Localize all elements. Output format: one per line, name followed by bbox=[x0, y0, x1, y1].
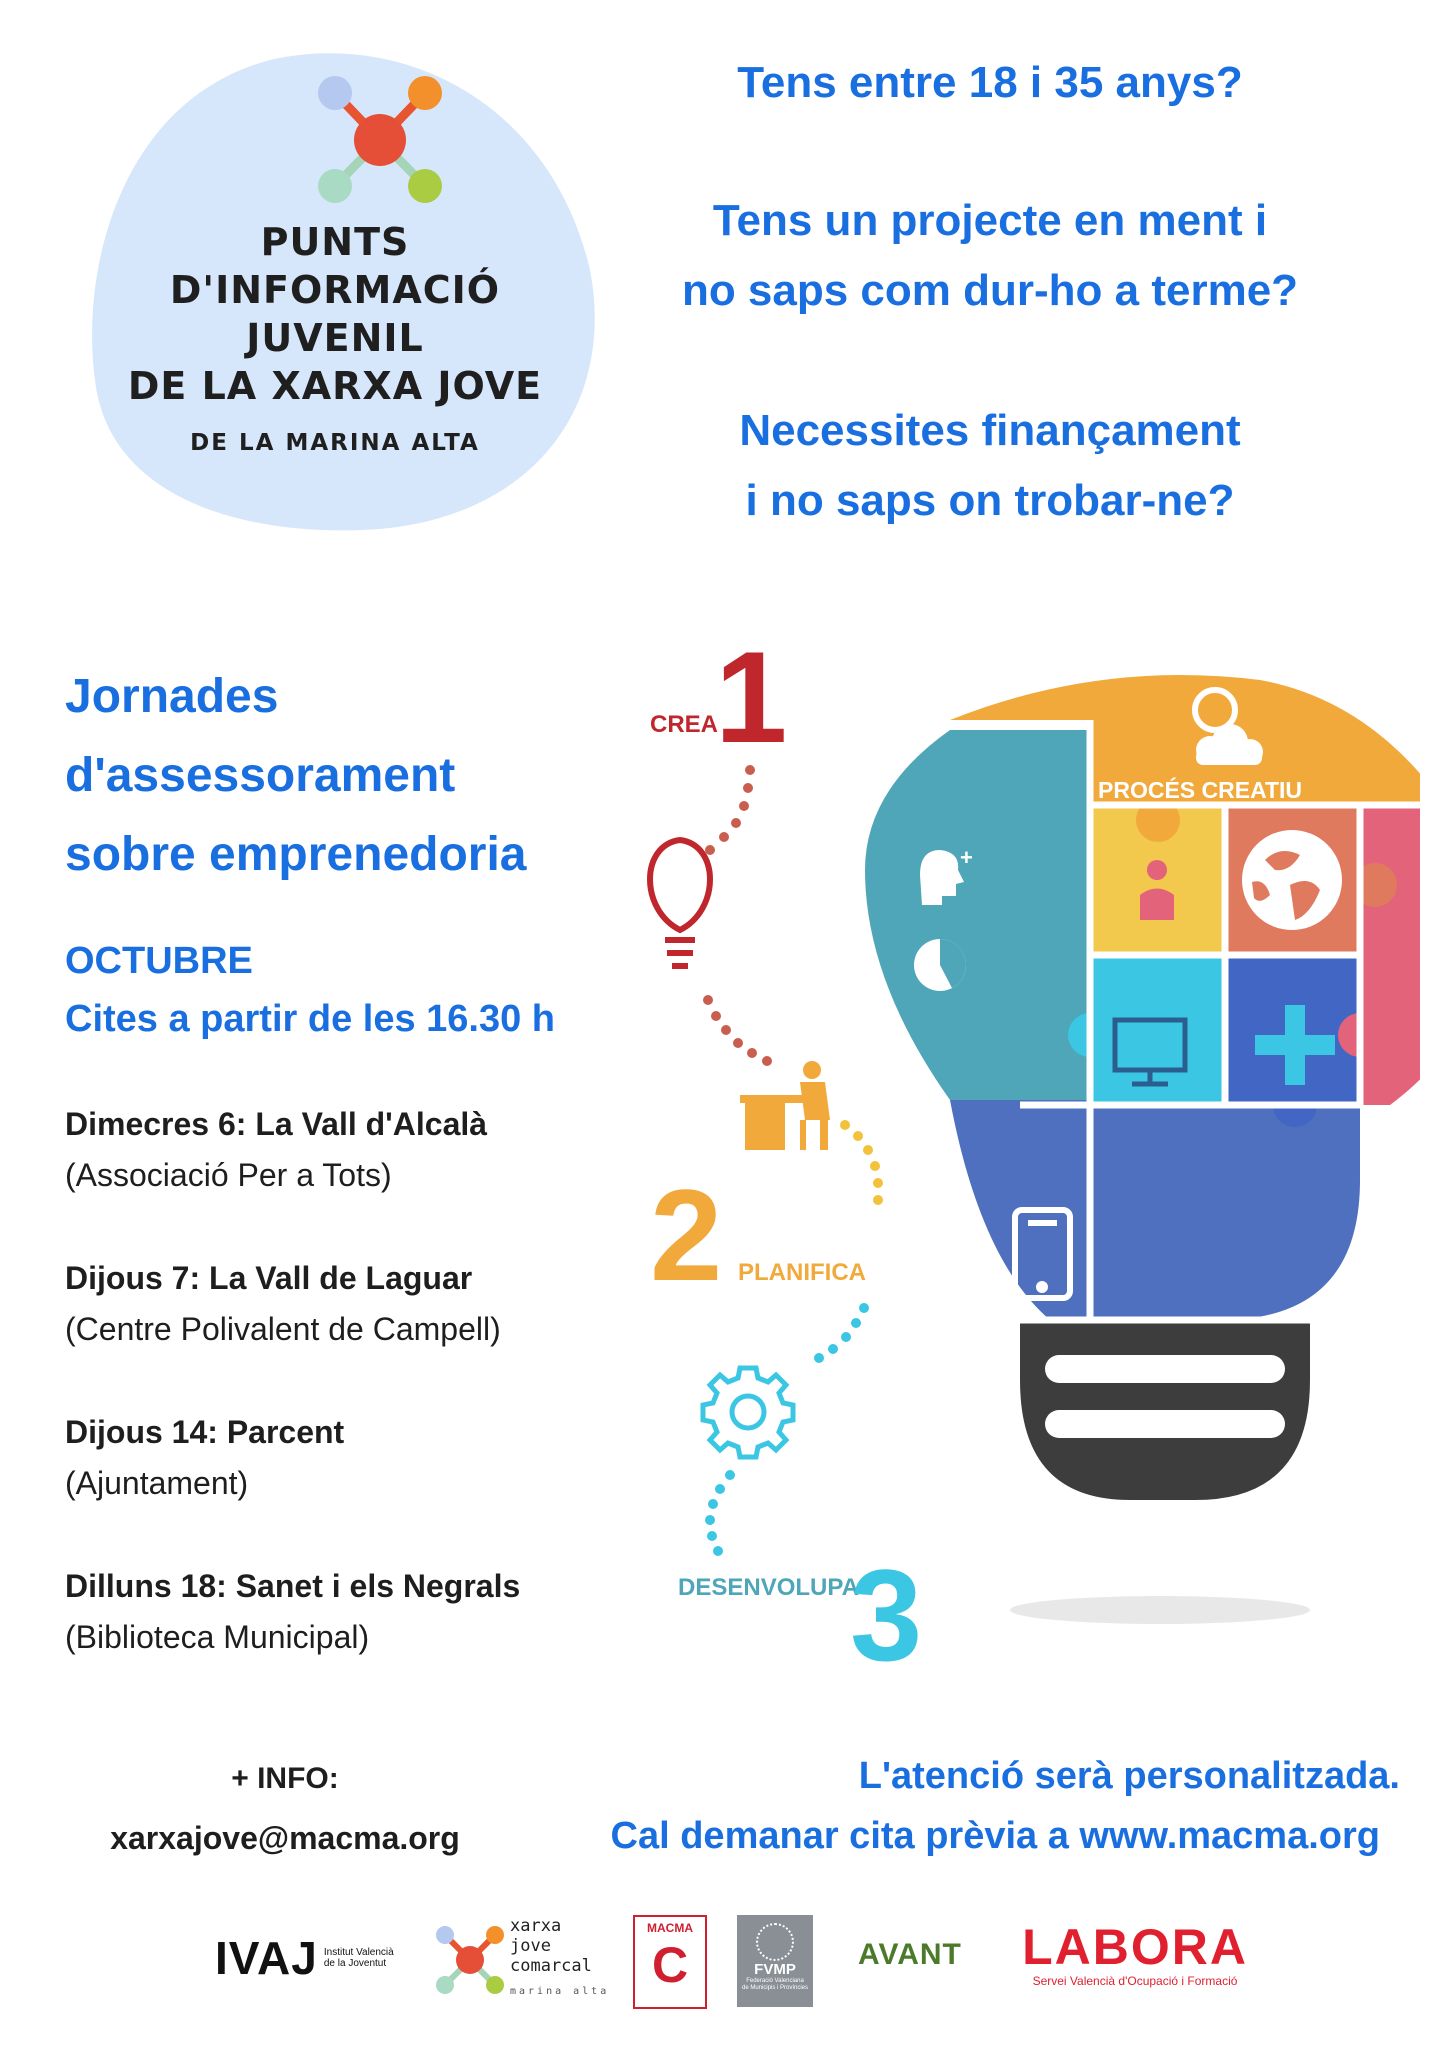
step3-label: DESENVOLUPA bbox=[678, 1574, 859, 1601]
sponsor-ivaj bbox=[215, 1928, 394, 1988]
desk-icon bbox=[740, 1061, 830, 1150]
heading-line-2: d'assessorament bbox=[65, 749, 456, 802]
logo-line-3: JUVENIL bbox=[246, 316, 424, 360]
question-project-2: no saps com dur-ho a terme? bbox=[681, 266, 1299, 315]
xarxa-text: xarxa jove comarcal marina alta bbox=[510, 1916, 610, 1997]
session-2 bbox=[65, 1260, 501, 1348]
fvmp-subtitle: Federació Valenciana de Municipis i Províncies bbox=[741, 1978, 809, 1991]
labora-logo-text: LABORA bbox=[1022, 1919, 1248, 1975]
sponsor-fvmp bbox=[737, 1915, 813, 2007]
question-funding-2: i no saps on trobar-ne? bbox=[745, 476, 1235, 525]
gear-icon bbox=[703, 1368, 793, 1457]
notice-line-1: L'atenció serà personalitzada. bbox=[858, 1755, 1400, 1797]
labora-subtitle: Servei Valencià d'Ocupació i Formació bbox=[1032, 1974, 1238, 1988]
step2-label: PLANIFICA bbox=[738, 1259, 866, 1286]
ivaj-logo-text: IVAJ bbox=[215, 1932, 318, 1984]
xarxa-network-icon bbox=[430, 1920, 510, 2000]
step2-number: 2 bbox=[650, 1162, 723, 1308]
logo-line-4: DE LA XARXA JOVE bbox=[127, 364, 543, 408]
bulb-label: PROCÉS CREATIU bbox=[1098, 777, 1303, 803]
session-day: Dijous 14: Parcent bbox=[65, 1414, 345, 1450]
logo-subtitle: DE LA MARINA ALTA bbox=[190, 430, 480, 456]
dotted-path-1 bbox=[703, 765, 772, 1066]
session-day: Dijous 7: La Vall de Laguar bbox=[65, 1260, 473, 1296]
network-icon bbox=[305, 68, 455, 208]
ivaj-subtitle: Institut Valencià de la Joventut bbox=[323, 1947, 394, 1969]
macma-label: MACMA bbox=[647, 1921, 693, 1935]
sponsor-xarxa-jove bbox=[430, 1910, 610, 2010]
info-label: + INFO: bbox=[231, 1762, 339, 1795]
heading-line-3: sobre emprenedoria bbox=[65, 828, 527, 881]
step1-number: 1 bbox=[715, 624, 788, 770]
session-place: (Centre Polivalent de Campell) bbox=[65, 1311, 501, 1347]
session-3 bbox=[65, 1414, 344, 1502]
notice-line-2: Cal demanar cita prèvia a www.macma.org bbox=[610, 1815, 1380, 1857]
step1-label: CREA bbox=[650, 711, 719, 738]
pie-chart-icon bbox=[914, 939, 966, 991]
lightbulb-icon bbox=[650, 840, 710, 966]
session-place: (Associació Per a Tots) bbox=[65, 1157, 392, 1193]
info-email[interactable]: xarxajove@macma.org bbox=[110, 1820, 460, 1856]
sponsor-labora bbox=[1010, 1920, 1260, 1988]
macma-letter: C bbox=[651, 1937, 689, 1993]
creative-process-infographic bbox=[620, 620, 1420, 1670]
logo-block bbox=[70, 40, 600, 540]
question-age: Tens entre 18 i 35 anys? bbox=[737, 58, 1243, 107]
session-place: (Ajuntament) bbox=[65, 1465, 249, 1501]
fvmp-emblem-icon bbox=[756, 1923, 794, 1961]
time: Cites a partir de les 16.30 h bbox=[65, 998, 556, 1040]
session-day: Dimecres 6: La Vall d'Alcalà bbox=[65, 1106, 488, 1142]
puzzle-bulb bbox=[865, 675, 1420, 1624]
fvmp-label: FVMP bbox=[754, 1961, 796, 1978]
month: OCTUBRE bbox=[65, 940, 253, 982]
logo-line-1: PUNTS bbox=[260, 220, 410, 264]
dotted-path-3 bbox=[705, 1303, 869, 1556]
question-funding-1: Necessites finançament bbox=[739, 406, 1241, 455]
sponsor-avant: AVANT bbox=[858, 1938, 962, 1971]
sponsor-macma bbox=[633, 1915, 707, 2009]
globe-icon bbox=[1242, 830, 1342, 930]
logo-line-2: D'INFORMACIÓ bbox=[169, 268, 501, 312]
session-day: Dilluns 18: Sanet i els Negrals bbox=[65, 1568, 521, 1604]
session-1 bbox=[65, 1106, 487, 1194]
question-project-1: Tens un projecte en ment i bbox=[712, 196, 1268, 245]
session-4 bbox=[65, 1568, 520, 1656]
dotted-path-2 bbox=[840, 1120, 883, 1205]
svg-text:+: + bbox=[960, 845, 973, 870]
session-place: (Biblioteca Municipal) bbox=[65, 1619, 370, 1655]
step3-number: 3 bbox=[850, 1542, 923, 1670]
heading-line-1: Jornades bbox=[65, 670, 279, 723]
